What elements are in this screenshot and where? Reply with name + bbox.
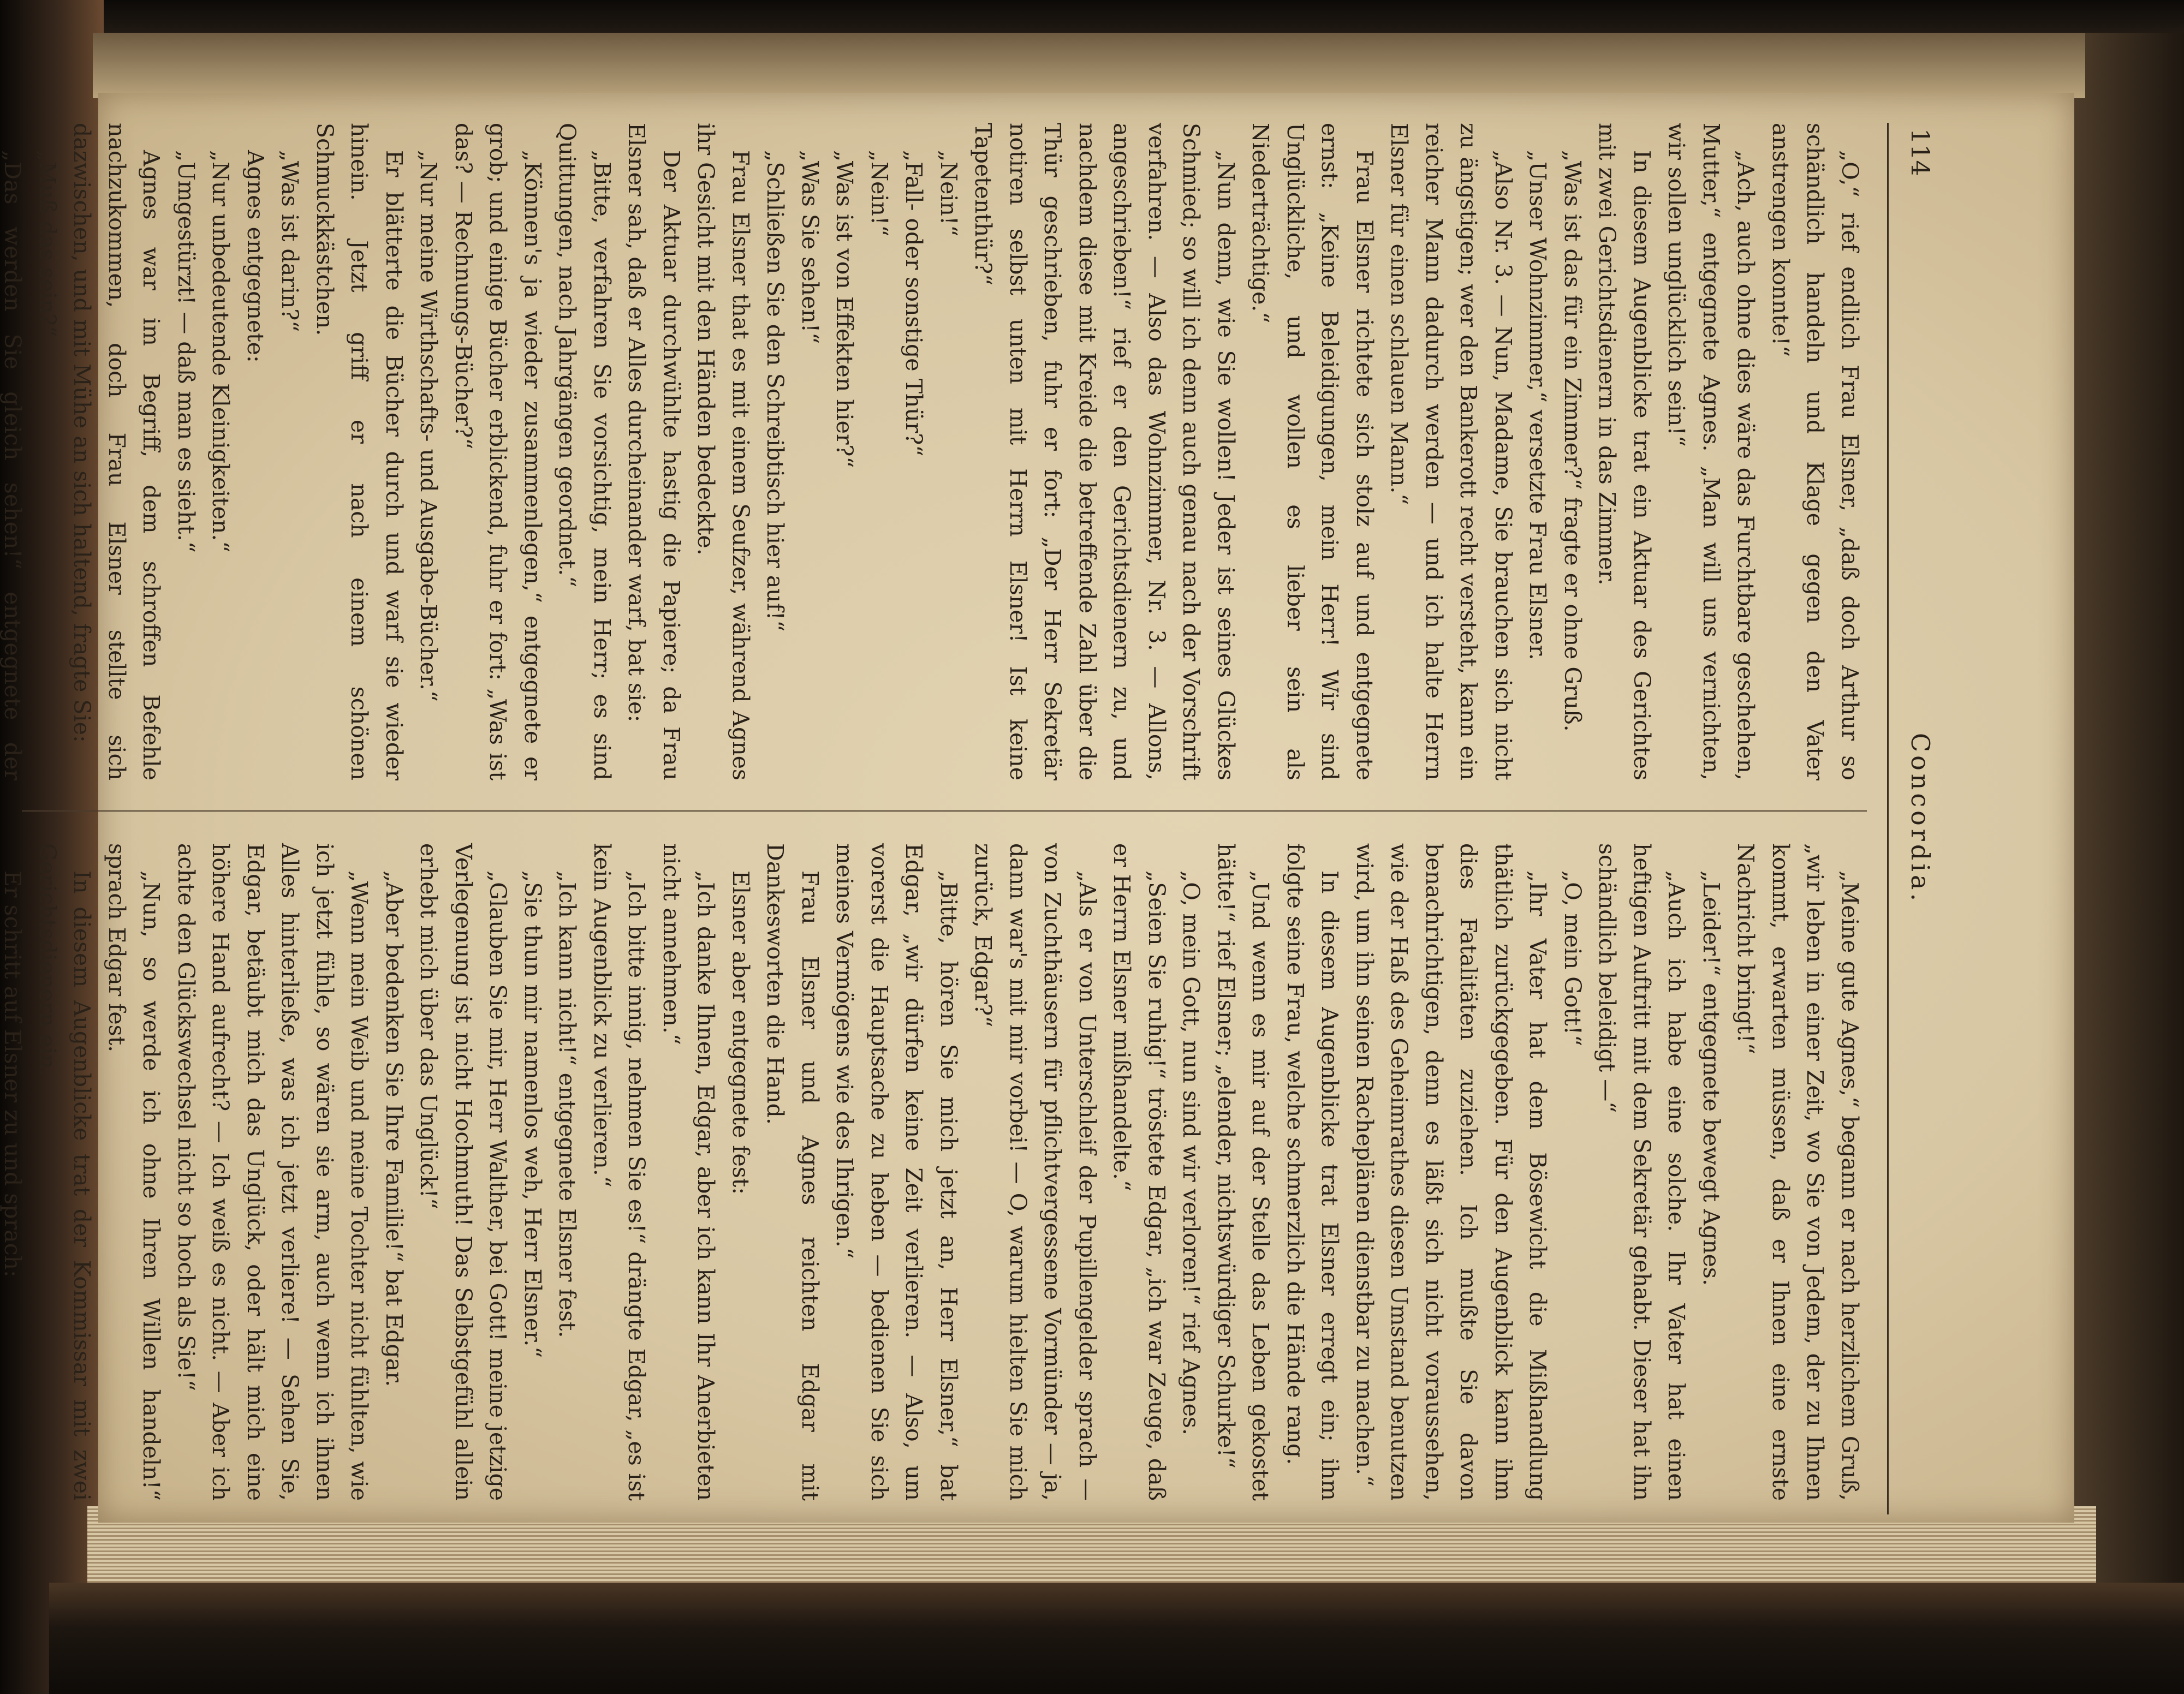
paragraph: „Nun denn, wie Sie wollen! Jeder ist seines Glückes Schmied; so will ich denn auch genau nach der Vorschrift verfahren. — Also das Wohnzimmer, Nr. 3. — Allons, angeschrieben!“ rief er den Gerichtsdienern zu, und nachdem diese mit Kreide die betreffende Zahl über die Thür geschrieben, fuhr er fort: „Der Herr Sekretär notiren selbst unten mit Herrn Elsner! Ist keine Tapetenthür?“ [970,123,1239,780]
paragraph: „Was ist darin?“ [277,150,304,332]
paragraph: „O, mein Gott, nun sind wir verloren!“ rief Agnes. [1178,870,1205,1435]
book-spine-right [2074,33,2184,1594]
paragraph: „Unser Wohnzimmer,“ versetzte Frau Elsner. [1525,150,1551,660]
paragraph: „Auch ich habe eine solche. Ihr Vater hat einen heftigen Auftritt mit dem Sekretär gehabt. Dieser hat ihn schändlich beleidigt —“ [1594,843,1690,1501]
rotated-page-content [0,123,1941,1514]
paragraph: Der Aktuar durchwühlte hastig die Papiere; da Frau Elsner sah, daß er Alles durcheinander warf, bat sie: [623,123,685,780]
paragraph: „Und wenn es mir auf der Stelle das Leben gekostet hätte!“ rief Elsner; „elender, nichtswürdiger Schurke!“ [1213,843,1274,1501]
page-header [1891,123,1941,1514]
paragraph: „Bitte, hören Sie mich jetzt an, Herr Elsner,“ bat Edgar, „wir dürfen keine Zeit verlieren. — Also, um vorerst die Hauptsache zu heben — bedienen Sie sich meines Vermögens wie des Ihrigen.“ [831,843,962,1501]
book-cover-bottom [49,1583,2184,1694]
paragraph: „Was Sie sehen!“ [797,150,823,344]
paragraph: „Was ist das für ein Zimmer?“ fragte er ohne Gruß. [1560,150,1586,732]
page-number: 114 [1906,128,1935,176]
paragraph: „Nur meine Wirthschafts- und Ausgabe-Bücher.“ [415,150,442,702]
right-text-column [0,843,1867,1501]
paragraph: Frau Elsner und Agnes reichten Edgar mit Dankesworten die Hand. [762,843,823,1501]
paragraph: „Nur unbedeutende Kleinigkeiten.“ [207,150,234,553]
paragraph: „Aber bedenken Sie Ihre Familie!“ bat Edgar. [381,870,407,1387]
paragraph: Elsner aber entgegnete fest: [728,870,754,1195]
paragraph: „Sie thun mir namenlos weh, Herr Elsner.“ [520,870,546,1358]
paragraph: „Nein!“ [866,150,892,237]
paragraph: „Muß das sein?“ [34,150,61,337]
running-title: Concordia. [1906,732,1935,905]
paragraph: „Leider!“ entgegnete bewegt Agnes. [1698,870,1724,1286]
paragraph: In diesem Augenblicke trat der Kommissar mit zwei Gerichtsdienern ein. [34,843,96,1501]
paragraph: „Ich danke Ihnen, Edgar, aber ich kann Ihr Anerbieten nicht annehmen.“ [658,843,719,1501]
paragraph: „Meine gute Agnes,“ begann er nach herzlichem Gruß, „wir leben in einer Zeit, wo Sie von Jedem, der zu Ihnen kommt, erwarten müssen, daß er Ihnen eine ernste Nachricht bringt!“ [1733,843,1863,1501]
paragraph: Er blätterte die Bücher durch und warf sie wieder hinein. Jetzt griff er nach einem schönen Schmuckkästchen. [312,123,407,780]
paragraph: „Nun, so werde ich ohne Ihren Willen handeln!“ sprach Edgar fest. [104,843,165,1501]
header-rule [1887,123,1889,1514]
paragraph: „Glauben Sie mir, Herr Walther, bei Gott! meine jetzige Verlegenung ist nicht Hochmuth! Das Selbstgefühl allein erhebt mich über das Unglück!“ [415,843,511,1501]
paragraph: „Können's ja wieder zusammenlegen,“ entgegnete er grob; und einige Bücher erblickend, fuhr er fort: „Was ist das? — Rechnungs-Bücher?“ [450,123,546,780]
paragraph: „Als er von Unterschleif der Pupillengelder sprach — von Zuchthäusern für pflichtvergessene Vormünder — ja, dann war's mit mir vorbei! — O, warum hielten Sie mich zurück, Edgar?“ [970,843,1100,1501]
paragraph: Agnes war im Begriff, dem schroffen Befehle nachzukommen, doch Frau Elsner stellte sich dazwischen, und mit Mühe an sich haltend, fragte Sie: [69,123,165,780]
paragraph: „Schließen Sie den Schreibtisch hier auf!“ [762,150,789,632]
paragraph: Agnes entgegnete: [242,150,269,363]
paragraph: „Fall- oder sonstige Thür?“ [901,150,927,457]
paragraph: „Wenn mein Weib und meine Tochter nicht fühlten, wie ich jetzt fühle, so wären sie arm, auch wenn ich ihnen Alles hinterließe, was ich jetzt verliere! — Sehen Sie, Edgar, betäubt mich das Unglück, oder hält mich eine höhere Hand aufrecht? — Ich weiß es nicht. — Aber ich achte den Glückswechsel nicht so hoch als Sie!“ [173,843,373,1501]
paragraph: „Ihr Vater hat dem Bösewicht die Mißhandlung thätlich zurückgegeben. Für den Augenblick kann ihm dies Fatalitäten zuziehen. Ich mußte Sie davon benachrichtigen, denn es läßt sich nicht voraussehen, wie der Haß des Geheimrathes diesen Umstand benutzen wird, um ihn seinen Racheplänen dienstbar zu machen.“ [1352,843,1551,1501]
paragraph: Frau Elsner that es mit einem Seufzer, während Agnes ihr Gesicht mit den Händen bedeckte. [693,123,754,780]
paragraph: In diesem Augenblicke trat Elsner erregt ein; ihm folgte seine Frau, welche schmerzlich die Hände rang. [1282,843,1343,1501]
page-gutter [93,33,2085,98]
column-divider [22,810,1867,812]
paragraph: In diesem Augenblicke trat ein Aktuar des Gerichtes mit zwei Gerichtsdienern in das Zimmer. [1594,123,1655,780]
paragraph: „Ich bitte innig, nehmen Sie es!“ drängte Edgar, „es ist kein Augenblick zu verlieren.“ [589,843,650,1501]
paragraph: „Seien Sie ruhig!“ tröstete Edgar, „ich war Zeuge, daß er Herrn Elsner mißhandelte.“ [1109,843,1170,1501]
paragraph: „Was ist von Effekten hier?“ [831,150,858,468]
paragraph: „Ach, auch ohne dies wäre das Furchtbare geschehen, Mutter,“ entgegnete Agnes. „Man will uns vernichten, wir sollen unglücklich sein!“ [1663,123,1759,780]
paragraph: „O,“ rief endlich Frau Elsner, „daß doch Arthur so schändlich handeln und Klage gegen den Vater anstrengen konnte!“ [1768,123,1863,780]
paragraph: Frau Elsner richtete sich stolz auf und entgegnete ernst: „Keine Beleidigungen, mein Herr! Wir sind Unglückliche, und wollen es lieber sein als Niederträchtige.“ [1247,123,1378,780]
paragraph: „Das werden Sie gleich sehen!“ entgegnete der [0,150,26,780]
paragraph: „Also Nr. 3. — Nun, Madame, Sie brauchen sich nicht zu ängstigen; wer den Bankerott recht versteht, kann ein reicher Mann dadurch werden — und ich halte Herrn Elsner für einen schlauen Mann.“ [1386,123,1516,780]
paragraph: „Umgestürzt! — daß man es sieht.“ [173,150,199,553]
paragraph: „Nein!“ [936,150,962,237]
paragraph: „O, mein Gott!“ [1560,870,1586,1047]
paragraph: Er schritt auf Elsner zu und sprach: [0,870,26,1278]
left-text-column [0,123,1867,780]
paragraph: „Bitte, verfahren Sie vorsichtig, mein Herr; es sind Quittungen, nach Jahrgängen geordnet.“ [554,123,615,780]
paragraph: „Ich kann nicht!“ entgegnete Elsner fest. [554,870,581,1338]
